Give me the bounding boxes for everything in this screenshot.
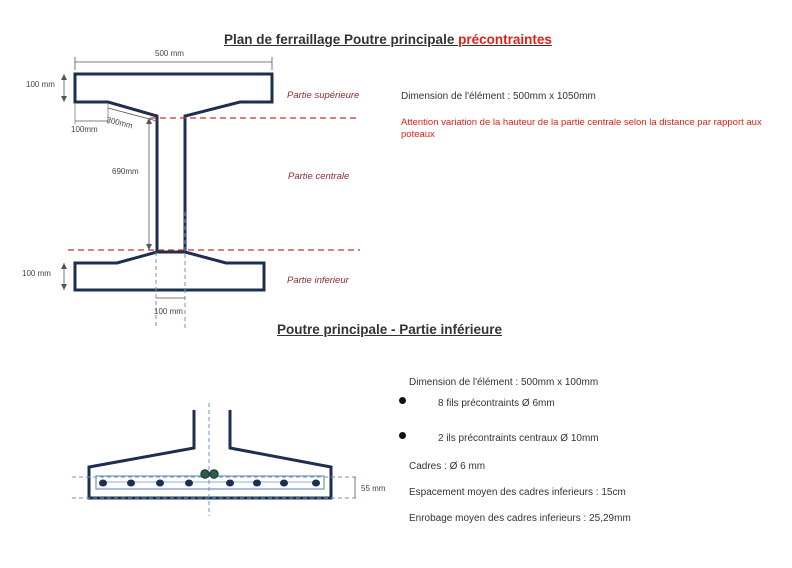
tendon-6mm	[226, 480, 234, 487]
top-dimension-text: Dimension de l'élément : 500mm x 1050mm	[401, 91, 596, 102]
bullet-1-text: 8 fils précontraints Ø 6mm	[438, 398, 555, 409]
tendon-10mm	[210, 470, 218, 478]
title-prefix: Plan de ferraillage Poutre principale	[224, 32, 459, 47]
i-beam-section	[75, 74, 272, 290]
dim-690-label: 690mm	[112, 167, 139, 176]
bottom-dimension-text: Dimension de l'élément : 500mm x 100mm	[409, 377, 599, 388]
section-title-bottom: Poutre principale - Partie inférieure	[277, 322, 503, 337]
cadres-text: Cadres : Ø 6 mm	[409, 461, 486, 472]
tendon-6mm	[253, 480, 261, 487]
tendon-6mm	[280, 480, 288, 487]
dim-300-label: 300mm	[105, 115, 134, 131]
dim-55-label: 55 mm	[361, 484, 386, 493]
label-partie-centrale: Partie centrale	[288, 171, 350, 182]
dim-width-label: 500 mm	[155, 49, 184, 58]
tendon-6mm	[312, 480, 320, 487]
dim-arrow	[146, 118, 152, 124]
title-highlight: précontraintes	[458, 32, 552, 47]
label-partie-inferieur: Partie inferieur	[287, 275, 349, 286]
dim-top-height-label: 100 mm	[26, 80, 55, 89]
dim-100-left-label: 100mm	[71, 125, 98, 134]
dim-web-label: 100 mm	[154, 307, 183, 316]
bullet-dot	[399, 397, 406, 404]
label-partie-superieure: Partie supérieure	[287, 90, 360, 101]
dim-arrow	[61, 96, 67, 102]
tendon-6mm	[185, 480, 193, 487]
warning-text: Attention variation de la hauteur de la partie centrale selon la distance par rapport aux poteaux	[401, 117, 762, 140]
i-beam-outline-top	[75, 74, 272, 252]
tendon-6mm	[127, 480, 135, 487]
enrobage-text: Enrobage moyen des cadres inferieurs : 25,29mm	[409, 513, 631, 524]
i-beam-outline-bottom	[75, 252, 264, 290]
espacement-text: Espacement moyen des cadres inferieurs : 15cm	[409, 487, 626, 498]
tendon-6mm	[99, 480, 107, 487]
dim-bottom-height-label: 100 mm	[22, 269, 51, 278]
bullet-2-text: 2 ils précontraints centraux Ø 10mm	[438, 433, 599, 444]
tendon-6mm	[156, 480, 164, 487]
flange-outline	[89, 410, 331, 498]
tendon-10mm	[201, 470, 209, 478]
dim-arrow	[146, 244, 152, 250]
bottom-flange-section	[89, 410, 331, 498]
dim-arrow	[61, 74, 67, 80]
dim-arrow	[61, 263, 67, 269]
bullet-dot	[399, 432, 406, 439]
dim-arrow	[61, 284, 67, 290]
